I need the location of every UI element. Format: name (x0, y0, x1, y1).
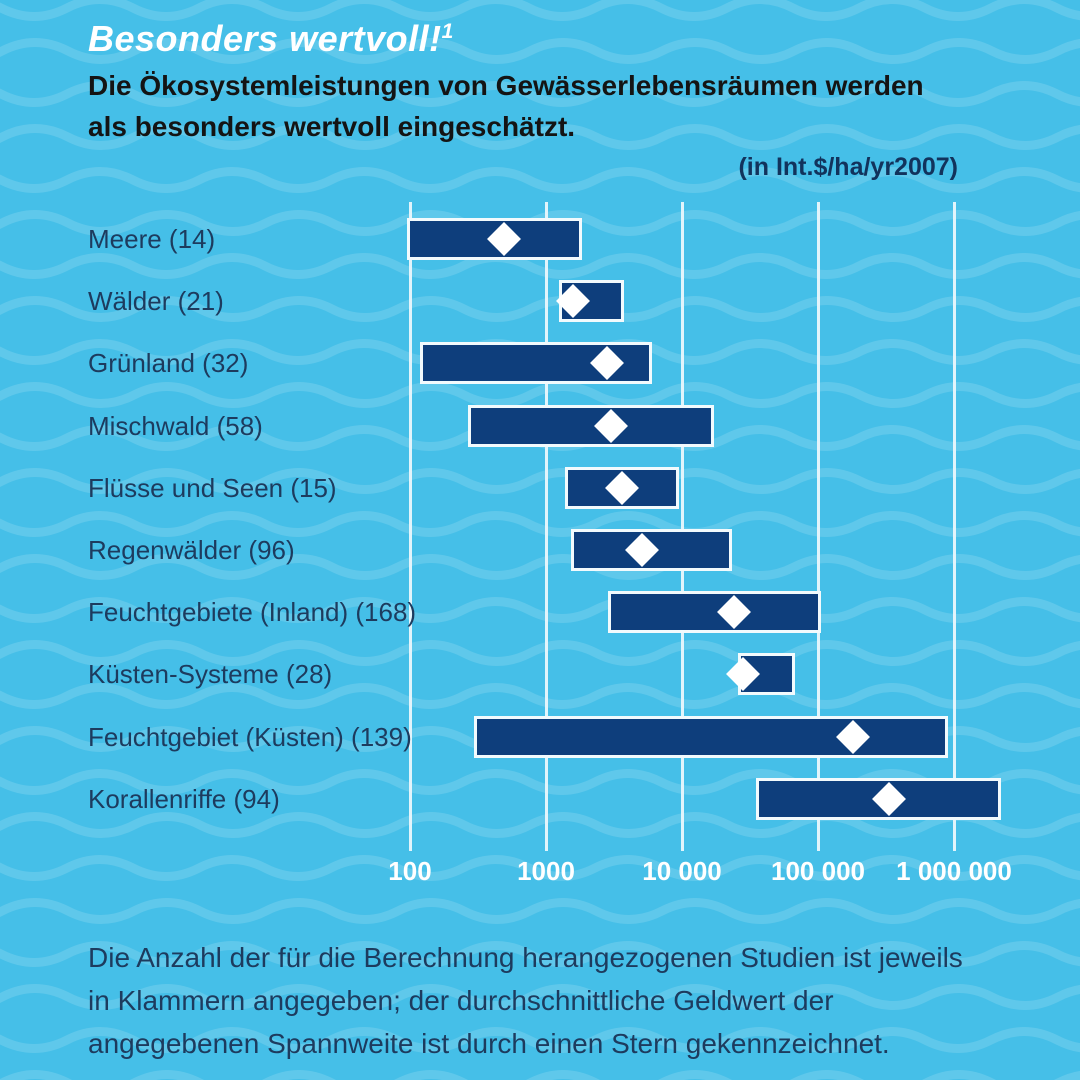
footnote-marker: 1 (441, 20, 454, 43)
row-label-8: Küsten-Systeme (28) (88, 659, 333, 690)
range-bar-4 (468, 405, 714, 447)
axis-unit-label: (in Int.$/ha/yr2007) (738, 153, 958, 181)
x-tick-label: 1000 (517, 856, 575, 886)
x-tick-label: 100 (388, 856, 432, 886)
x-tick-label: 1 000 000 (896, 856, 1012, 886)
footer-note-line-2: in Klammern angegeben; der durchschnittliche Geldwert der (88, 985, 834, 1016)
gridline-1000000 (953, 202, 956, 851)
footer-note-line-1: Die Anzahl der für die Berechnung herangezogenen Studien ist jeweils (88, 942, 963, 973)
row-label-10: Korallenriffe (94) (88, 783, 280, 814)
footer-note-line-3: angegebenen Spannweite ist durch einen Stern gekennzeichnet. (88, 1028, 890, 1059)
row-label-9: Feuchtgebiet (Küsten) (139) (88, 721, 412, 752)
range-bar-9 (474, 716, 948, 758)
page-title-text: Besonders wertvoll! (88, 18, 442, 59)
wave-line (0, 258, 1080, 275)
row-label-7: Feuchtgebiete (Inland) (168) (88, 597, 417, 628)
wave-line (0, 903, 1080, 920)
row-label-5: Flüsse und Seen (15) (88, 472, 337, 503)
row-label-1: Meere (14) (88, 224, 216, 254)
wave-line (0, 0, 1080, 17)
wave-line (0, 387, 1080, 404)
row-label-6: Regenwälder (96) (88, 535, 295, 565)
row-label-3: Grünland (32) (88, 348, 249, 379)
wave-line (0, 1075, 1080, 1080)
range-bar-7 (608, 591, 821, 633)
row-label-2: Wälder (21) (88, 286, 224, 317)
x-tick-label: 10 000 (642, 856, 722, 886)
x-tick-label: 100 000 (771, 856, 865, 886)
subtitle-line-2: als besonders wertvoll eingeschätzt. (88, 111, 576, 142)
row-label-4: Mischwald (58) (88, 410, 263, 441)
page-title (88, 18, 454, 60)
subtitle-line-1: Die Ökosystemleistungen von Gewässerlebensräumen werden (88, 70, 924, 101)
